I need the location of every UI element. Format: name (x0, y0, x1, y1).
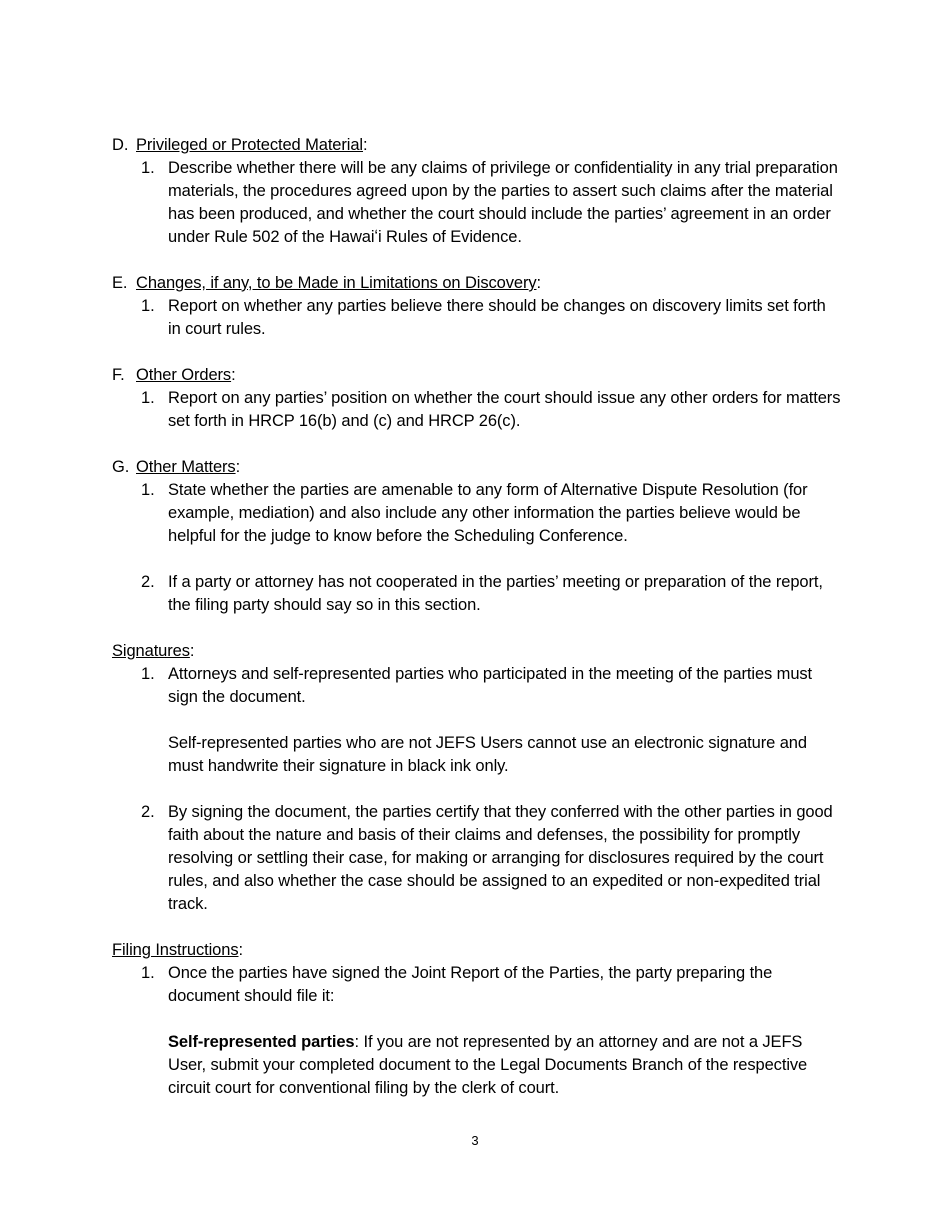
section-g-title: Other Matters (136, 458, 236, 476)
section-g-heading (112, 456, 842, 479)
list-item-text: Describe whether there will be any claims of privilege or confidentiality in any trial preparation materials, the procedures agreed upon by the parties to assert such claims after the material has been produced, and whether the court should include the parties’ agreement in an order under Rule 502 of the Hawaiʻi Rules of Evidence. (168, 159, 838, 246)
filing-heading (112, 939, 842, 962)
signatures-heading (112, 640, 842, 663)
filing-colon: : (238, 941, 243, 959)
section-e-letter: E. (112, 274, 128, 292)
section-g-item-2 (141, 571, 842, 617)
list-number: 2. (141, 573, 155, 591)
list-item-text: Attorneys and self-represented parties who participated in the meeting of the parties must sign the document. (168, 665, 813, 706)
section-e-colon: : (536, 274, 541, 292)
section-f-colon: : (231, 366, 236, 384)
section-e-heading (112, 272, 842, 295)
signatures-item-1 (141, 663, 842, 709)
section-e-title: Changes, if any, to be Made in Limitations on Discovery (136, 274, 537, 292)
list-number: 1. (141, 481, 155, 499)
list-item-text: Once the parties have signed the Joint Report of the Parties, the party preparing the document should file it: (168, 964, 773, 1005)
signatures-item-2 (141, 801, 842, 916)
list-number: 1. (141, 665, 155, 683)
section-g-colon: : (235, 458, 241, 476)
section-f-letter: F. (112, 366, 125, 384)
list-number: 1. (141, 964, 155, 982)
signatures-colon: : (189, 642, 195, 660)
section-f-title: Other Orders (136, 366, 232, 384)
signatures-item-1-paragraph: Self-represented parties who are not JEFS Users cannot use an electronic signature and must handwrite their signature in black ink only. (168, 734, 807, 775)
filing-paragraph-text: : If you are not represented by an attorney and are not a JEFS User, submit your completed document to the Legal Documents Branch of the respective circuit court for conventional filing by the clerk of court. (168, 1033, 808, 1097)
document-body (112, 134, 842, 1100)
section-d-title: Privileged or Protected Material (136, 136, 363, 154)
list-number: 1. (141, 159, 155, 177)
section-g-letter: G. (112, 458, 130, 476)
list-number: 1. (141, 297, 155, 315)
filing-bold-label: Self-represented parties (168, 1033, 355, 1051)
list-number: 2. (141, 803, 155, 821)
section-d-heading (112, 134, 842, 157)
filing-item-1-paragraph (168, 1031, 842, 1100)
list-item-text: Report on whether any parties believe there should be changes on discovery limits set forth in court rules. (168, 297, 826, 338)
page-number: 3 (471, 1133, 479, 1148)
section-e-item-1 (141, 295, 842, 341)
section-d-letter: D. (112, 136, 129, 154)
section-f-heading (112, 364, 842, 387)
list-item-text: State whether the parties are amenable to any form of Alternative Dispute Resolution (for example, mediation) and also include any other information the parties believe would be helpful for the judge to know before the Scheduling Conference. (168, 481, 808, 545)
list-number: 1. (141, 389, 155, 407)
list-item-text: By signing the document, the parties certify that they conferred with the other parties in good faith about the nature and basis of their claims and defenses, the possibility for promptly resolving or settling their case, for making or arranging for disclosures required by the court rules, and also whether the case should be assigned to an expedited or non-expedited trial track. (168, 803, 833, 913)
section-f-item-1 (141, 387, 842, 433)
list-item-text: If a party or attorney has not cooperated in the parties’ meeting or preparation of the report, the filing party should say so in this section. (168, 573, 823, 614)
section-g-item-1 (141, 479, 842, 548)
list-item-text: Report on any parties’ position on whether the court should issue any other orders for matters set forth in HRCP 16(b) and (c) and HRCP 26(c). (168, 389, 841, 430)
filing-item-1 (141, 962, 842, 1008)
filing-title: Filing Instructions (112, 941, 239, 959)
section-d-item-1 (141, 157, 842, 249)
section-d-colon: : (363, 136, 368, 154)
signatures-title: Signatures (112, 642, 190, 660)
